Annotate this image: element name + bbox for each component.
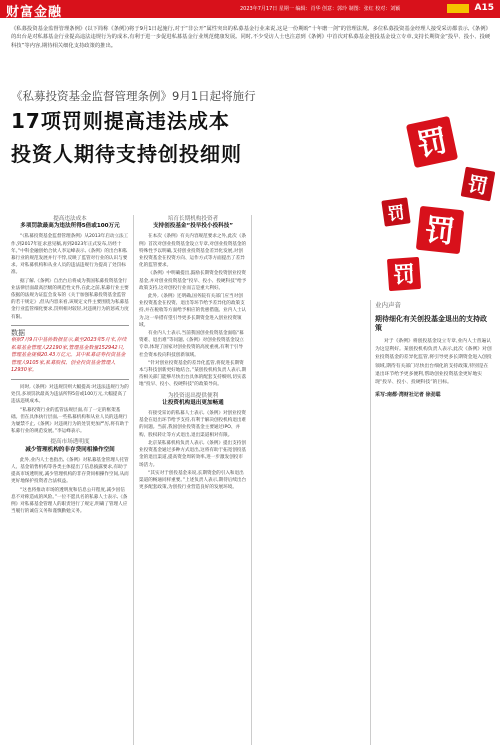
body-paragraph: 《条例》中明确提出,鼓励长期资金投资创业投资基金,并对创业投资基金“投早、投小、投硬科技”给予政策支持,这对创投行业而言是重大利好。 bbox=[139, 271, 247, 291]
data-box-text: 根据7月9日中基协数据显示,截至2023年5月末,存续私募基金管理人22190家,管理基金数量152942只,管理基金规模20.43万亿元。其中私募证券投资基金管理人9105家,私募股权、创业投资基金管理人12930家。 bbox=[11, 337, 127, 374]
body-paragraph: 在本次《条例》有关内容规范要求之外,此次《条例》首次对创业投资基金设立专章,对创业投资基金的特殊性予以明确,支持创业投资基金差异化发展,对创业投资基金在投资方向、运作方式等方面提出了差异化的监管要求。 bbox=[139, 234, 247, 269]
body-paragraph: “私募投资行业的监管法规层面,有了一定的框架基础。但在具体执行层面,一些私募机构和从业人员的违规行为屡禁不止,《条例》对违规行为的处罚更加严厉,将有助于私募行业的规范发展。”李运峰表示。 bbox=[11, 407, 129, 435]
sidebar-title: 期待细化有关创投基金退出的支持政策 bbox=[375, 315, 487, 332]
stamp-middle bbox=[416, 206, 464, 254]
body-paragraph: 此外,《条例》还明确,国务院有关部门应当对创业投资基金在投资、退出等环节给予差异化的政策支持,并在税收等方面给予相应的优惠措施。业内人士认为,这一举措有望引导更多长期资金进入创业投资领域。 bbox=[139, 294, 247, 328]
column-divider bbox=[251, 215, 252, 745]
data-box-label: 数据 bbox=[11, 328, 25, 337]
divider bbox=[11, 379, 129, 380]
lead-paragraph: 《私募投资基金监督管理条例》(以下简称《条例》)将于9月1日起施行,对于“非公开”属性突出的私募基金行业来说,这是一份期盼“十年磨一剑”的管理法规。多位私募投资基金经理人接受采访都表示,《条例》的出台是对私募基金行业提高违法违规行为的成本,有利于进一步促进私募基金行业规范健康发展。同时,不少受访人士也注意到《条例》中首次对私募基金创投基金设立专章,支持长期资金“投早、投小、投硬科技”等内容,期待相关细化支持政策的推出。 bbox=[11, 26, 491, 49]
svg-text:罚: 罚 bbox=[423, 212, 457, 251]
section-subheading: 减少管理机构的非存贷同相操作空间 bbox=[25, 446, 115, 453]
body-paragraph: 北京某私募机构负责人表示,《条例》提出支持创业投资基金通过多种方式退出,这将有助于拓宽创投基金的退出渠道,提高资金周转效率,进一步激发创投市场活力。 bbox=[139, 440, 247, 468]
body-paragraph: 此外,业内人士也指出,《条例》对私募基金管理人托管人、基金销售机构等各类主体提出了信息披露要求,有助于提高市场透明度,减少管理机构的非存贷同相操作空间,从而更好地保护投资者合法权益。 bbox=[11, 457, 129, 485]
section-subheading: 多项罚款最高为违法所得5倍或100万元 bbox=[20, 223, 120, 230]
body-paragraph: “《私募投资基金监督管理条例》从2013年启动立法工作,到2017年征求意见稿,再到2023年正式发布,历经十年。”中科金融创始合伙人李运峰表示,《条例》的出台和私募行业的规范发展并行不悖,反映了监管对行业的认识与要求。对私募机构和从业人员的违法违规行为提高了处罚标准。 bbox=[11, 234, 129, 276]
body-paragraph: “这也将推动市场的透明度和信息公开程度,减少因信息不对称造成的风险。”一位不愿具名的私募人士表示,《条例》对私募基金管理人的职责进行了规定,明确了管理人应当履行的诚信义务和谨慎勤勉义务。 bbox=[11, 487, 128, 515]
svg-text:罚: 罚 bbox=[386, 202, 407, 226]
sidebar-label: 业内声音 bbox=[375, 301, 401, 309]
stamp-right bbox=[461, 167, 496, 202]
column-divider bbox=[370, 300, 371, 745]
body-paragraph: 同时,《条例》对违规罚则大幅提高:对违法违规行为的处罚,多项罚款最高为违法所得5倍或100万元,大幅提高了违法违规成本。 bbox=[11, 385, 129, 405]
sidebar-box bbox=[375, 300, 493, 398]
header-info: 2023年7月17日 星期一 编辑：肖华 创意：郭玲 制图：张红 校对：刘颖 bbox=[240, 6, 401, 12]
stamp-bottom bbox=[387, 257, 421, 291]
body-paragraph: “其实对于创投基金来说,长期资金的引入和退出渠道的畅通同样重要。”上述负责人表示,期待后续出台更多配套政策,为创投行业营造良好的发展环境。 bbox=[139, 470, 247, 491]
section-title: 财富金融 bbox=[6, 5, 63, 20]
stamp-left bbox=[381, 197, 410, 226]
body-paragraph: 有业内人士表示,当前我国创业投资基金面临“募资难、退出难”等问题,《条例》对创业投资基金设立专章,体现了国家对创业投资的高度重视,有利于引导社会资本投向科技创新领域。 bbox=[139, 331, 244, 358]
sidebar-body: 对于《条例》将创投基金设立专章,业内人士普遍认为这是利好。某创投机构负责人表示,此次《条例》对创业投资基金的差异化监管,将引导更多长期资金进入创投领域,期待有关部门尽快出台细化的支持政策,特别是在退出环节给予更多便利,帮助创业投资基金更好地实现“投早、投小、投硬科技”的目标。 bbox=[375, 339, 492, 386]
column-2 bbox=[139, 212, 247, 492]
page-number: A15 bbox=[474, 3, 494, 13]
column-divider bbox=[133, 215, 134, 745]
section-heading: 培育长期机构投资者 bbox=[167, 216, 219, 222]
section-heading: 提高市场透明度 bbox=[50, 439, 90, 446]
section-heading: 为投资退出提供便利 bbox=[167, 392, 219, 399]
headline-line-1: 17项罚则提高违法成本 bbox=[11, 109, 230, 133]
penalty-illustration bbox=[378, 112, 496, 292]
headline-line-2: 投资人期待支持创投细则 bbox=[11, 142, 242, 166]
headline-kicker: 《私募投资基金监督管理条例》9月1日起将施行 bbox=[11, 89, 256, 103]
body-paragraph: 有接受采访的私募人士表示,《条例》对创业投资基金在退出环节给予支持,有利于解决创投机构退出难的问题。当前,我国创业投资基金主要通过IPO、并购、股权转让等方式退出,退出渠道相对有限。 bbox=[139, 411, 247, 438]
svg-text:罚: 罚 bbox=[392, 262, 416, 289]
section-subheading: 支持创投基金“投早投小投科技” bbox=[152, 223, 234, 230]
divider bbox=[11, 325, 129, 326]
column-1 bbox=[11, 212, 129, 516]
body-paragraph: 据了解,《条例》自出台后将成为我国私募投资基金行业法律层面最高层级的规范性文件,在此之前,私募行业主要依据的法规为证监会发布的《关于加强私募投资基金监管的若干规定》,但从内容来看,该规定文件主要围绕为私募基金行业监管细化要求,罚则相对较轻,对违规行为的惩戒力度有限。 bbox=[11, 278, 129, 320]
sidebar-author: 采写:南都·湾财社记者 徐劲聪 bbox=[375, 392, 441, 399]
svg-text:罚: 罚 bbox=[414, 123, 451, 164]
svg-text:罚: 罚 bbox=[465, 171, 490, 199]
section-subheading: 让投资机构退出更加畅通 bbox=[162, 399, 224, 406]
body-paragraph: “针对创业投资基金的差异化监管,将促进长期资本与科技创新更好地结合。”某创投机构负责人表示,期待相关部门能够尽快出台具体的配套支持细则,切实落地“投早、投小、投硬科技”的政策导向。 bbox=[139, 360, 247, 388]
section-heading: 提高违法成本 bbox=[53, 216, 87, 222]
stamp-top bbox=[406, 116, 458, 168]
header-badge bbox=[447, 4, 469, 13]
